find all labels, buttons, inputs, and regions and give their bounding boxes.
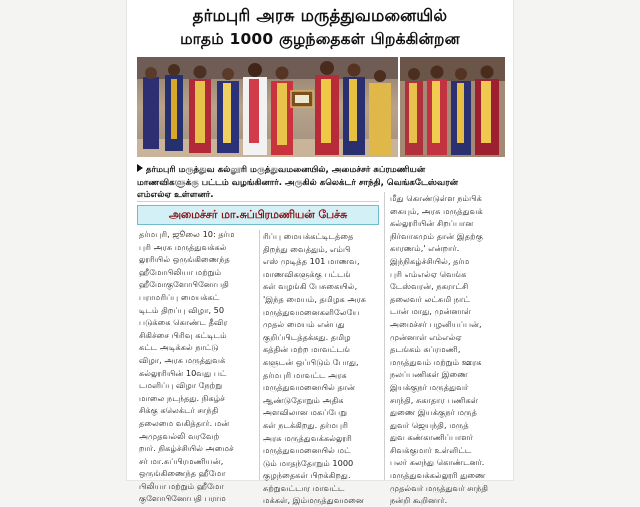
article-line: முதல்வர் மருத்துவர் சாந்தி — [390, 482, 489, 493]
article-line: தலைமை வகித்தார். மன் — [139, 417, 230, 428]
caption-line: எம்எல்ஏ உள்ளனர். — [137, 190, 214, 201]
article-line: கள் நடக்கிறது. தர்மபுரி — [263, 419, 349, 430]
article-line: கல்லூரியின் சிறப்பான — [390, 218, 474, 229]
caption-arrow-icon — [137, 164, 143, 172]
article-line: கத்தின் மற்ற மாவட்டங் — [263, 344, 351, 355]
column-divider — [384, 192, 385, 480]
article-line: அரசு மருத்துவக்கல்லூரி — [263, 432, 352, 443]
article-line: மீது கொண்டுள்ள நம்பிக் — [390, 193, 482, 203]
article-line: மருத்துவமனைகளிலேயே — [263, 306, 360, 317]
caption-line: மாணவிகளுக்கு பட்டம் வழங்கினார். அருகில் கலெக்டர் சாந்தி, வெங்கடேஸ்வரன் — [137, 177, 459, 188]
article-line: கையும், அரசு மருத்துவக் — [390, 205, 483, 216]
article-line: மருத்துவமனையில் தான் — [263, 382, 356, 393]
divider — [137, 201, 379, 202]
article-line: இயக்குநர் மருத்துவர் — [390, 381, 469, 392]
article-line: தர்மபுரி, ஜூலை 10: தர்ம — [139, 229, 235, 239]
article-column-2 — [263, 230, 381, 507]
article-line: கள் வழங்கி பேசுகையில், — [263, 281, 358, 292]
article-line: புரி அரசு மருத்துவக்கல் — [139, 241, 227, 252]
article-line: சிக்கு கலெக்டர் சாந்தி — [139, 405, 219, 416]
article-line: முதல் மையம் என்பது — [263, 319, 345, 330]
article-line: டும் மாதந்தோறும் 1000 — [263, 457, 354, 468]
article-line: பலர் கலந்து கொண்டனர். — [390, 457, 485, 468]
article-line: தடங்கம் சுப்ரமணி, — [390, 344, 461, 355]
caption-line: தர்மபுரி மருத்துவ கல்லூரி மருத்துவமனையில், அமைச்சர் சுப்ரமணியன் — [137, 164, 505, 177]
article-line: 'இந்த மையம், தமிழக அரசு — [263, 293, 367, 304]
article-line: சர் மா.சுப்பிரமணியன், — [139, 455, 224, 466]
article-line: நலப்பணிகள் இணை — [390, 369, 468, 380]
headline-line-2: மாதம் 1000 குழந்தைகள் பிறக்கின்றன — [180, 30, 460, 48]
graduation-ceremony-photo-icon — [137, 57, 505, 157]
article-line: தர்மபுரி மாவட்ட அரசு — [263, 369, 347, 380]
article-column-1 — [139, 228, 259, 505]
article-line: டான் மாது, முன்னாள் — [390, 306, 472, 317]
article-line: ஹீமோகுளோபினோபதி — [139, 279, 229, 290]
section-banner: அமைச்சர் மா.சுப்பிரமணியன் பேச்சு — [137, 205, 379, 225]
article-line: இந்நிகழ்ச்சியில், தர்ம — [390, 255, 470, 266]
article-line: படுக்கை கொண்ட தீவிர — [139, 317, 228, 328]
article-line: டமளிப்பு விழா நேற்று — [139, 380, 223, 391]
article-line: மாணவிகளுக்கு பட்டங் — [263, 268, 351, 279]
article-line: துவர் ஜெயந்தி, மருத் — [390, 419, 469, 430]
article-line: அமைச்சர் பழனியப்பன், — [390, 318, 482, 329]
article-line: நிர்வாகமும் தான் இதற்கு — [390, 230, 483, 241]
article-line: மருத்துவக்கல்லூரி துணை — [390, 470, 486, 481]
article-line: களுடன் ஒப்பிடும் போது, — [263, 356, 359, 367]
article-line: மக்கள், இம்மருத்துவமனை — [263, 495, 364, 506]
article-column-3 — [390, 192, 508, 507]
article-line: மருத்துவம் மற்றும் ஊரக — [390, 356, 482, 367]
article-line: பராமரிப்பு மையக்கட் — [139, 291, 220, 302]
column-divider — [259, 230, 260, 480]
article-line: விழா, அரசு மருத்துவக் — [139, 354, 226, 365]
article-line: அளவிலான மகப்பேறு — [263, 407, 348, 418]
article-line: எஸ் முடித்த 101 மாணவ, — [263, 256, 360, 267]
article-line: லூரியில் ஒருங்கிணைந்த — [139, 254, 230, 265]
article-line: மருத்துவமனையில் மட் — [263, 445, 351, 456]
article-line: முன்னாள் எம்எல்ஏ — [390, 331, 462, 342]
article-line: அமுதவல்லி வரவேற் — [139, 430, 220, 441]
article-line: புரி எம்எல்ஏ வெங்க — [390, 268, 467, 279]
newspaper-clipping — [127, 0, 513, 506]
article-line: மாலை நடந்தது. நிகழ்ச் — [139, 392, 225, 403]
article-line: ஹீமோபிலியா மற்றும் — [139, 266, 222, 277]
article-line: றார். நிகழ்ச்சியில் அமைச் — [139, 443, 234, 454]
article-line: ரிப்பு மையக்கட்டிடத்தை — [263, 231, 354, 241]
headline-line-1: தர்மபுரி அரசு மருத்துவமனையில் — [192, 6, 448, 25]
article-line: ஆண்டுதோறும் அதிக — [263, 394, 344, 405]
article-line: சாந்தி, சுகாதார பணிகள் — [390, 394, 479, 405]
article-line: சிகிச்சை பிரிவு கட்டிடம் — [139, 329, 227, 340]
article-line: பிலியா மற்றும் ஹீமோ — [139, 480, 224, 491]
article-line: திறந்து வைத்தும், எம்பி — [263, 243, 351, 254]
article-line: துணை இயக்குநர் மருத் — [390, 407, 477, 418]
article-line: குளோபினோபதி பராம — [139, 493, 226, 504]
article-line: டேஸ்வரன், நகராட்சி — [390, 281, 469, 292]
ceremony-photo — [137, 57, 505, 157]
article-line: காரணம்,' என்றார். — [390, 243, 460, 254]
article-line: நன்றி கூறினார். — [390, 495, 448, 506]
article-line: குறிப்பிடத்தக்கது. தமிழ — [263, 331, 351, 342]
article-line: துவ கண்காணிப்பாளர் — [390, 432, 474, 443]
article-line: குழந்தைகள் பிறக்கிறது. — [263, 470, 351, 481]
article-line: டிடம் திறப்பு விழா, 50 — [139, 304, 225, 315]
article-line: தலைவர் லட்சுமி நாட் — [390, 293, 470, 304]
article-line: கட்ட அடிக்கல் நாட்டு — [139, 342, 219, 353]
article-line: கல்லூரியின் 10வது பட் — [139, 367, 227, 378]
article-line: சிவக்குமார் உள்ளிட்ட — [390, 444, 472, 455]
article-line: சுற்றுவட்டார மாவட்ட — [263, 482, 345, 493]
article-line: ஒருங்கிணைந்த ஹீமோ — [139, 468, 226, 479]
